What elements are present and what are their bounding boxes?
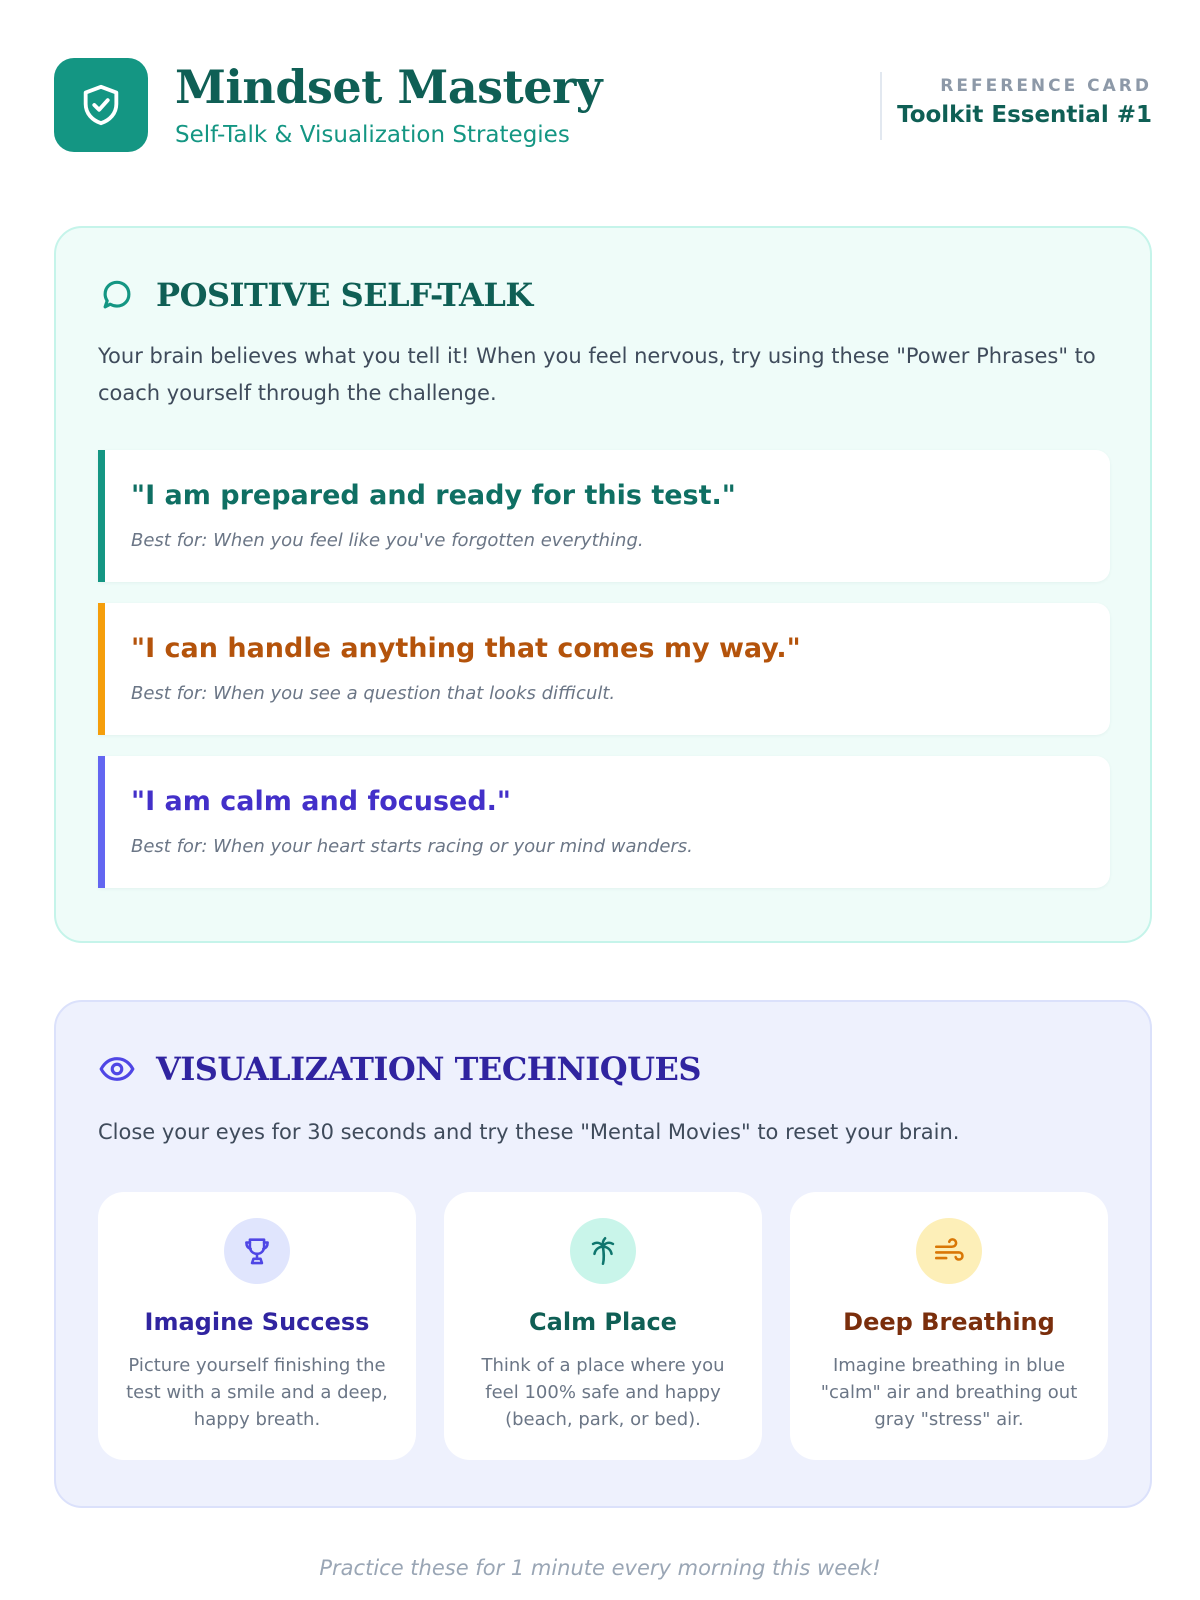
power-phrase-card [98,603,1110,735]
phrase-accent-bar [98,603,105,735]
power-phrase-card [98,756,1110,888]
visualization-heading [98,1050,701,1088]
technique-title: Imagine Success [144,1308,370,1336]
technique-description: Think of a place where you feel 100% safe and happy (beach, park, or bed). [481,1355,725,1430]
logo [54,58,148,152]
phrase-quote: "I can handle anything that comes my way." [131,633,801,664]
phrase-best-for: Best for: When you feel like you've forgotten everything. [131,530,644,551]
trophy-icon [224,1218,290,1284]
technique-description: Picture yourself finishing the test with a smile and a deep, happy breath. [126,1355,388,1430]
page-title: Mindset Mastery [175,60,603,114]
visualization-title: VISUALIZATION TECHNIQUES [156,1050,702,1088]
phrase-quote: "I am calm and focused." [131,786,512,817]
self-talk-panel [54,226,1152,943]
reference-value: Toolkit Essential #1 [897,102,1152,128]
phrase-quote: "I am prepared and ready for this test." [131,480,736,511]
technique-title: Deep Breathing [843,1308,1055,1336]
self-talk-intro: Your brain believes what you tell it! When you feel nervous, try using these "Power Phrases" to coach yourself through the challenge. [98,344,1096,405]
technique-card-calm-place [444,1192,762,1460]
palm-tree-icon [570,1218,636,1284]
shield-check-icon [78,82,124,128]
self-talk-heading [98,276,533,314]
phrase-best-for: Best for: When you see a question that looks difficult. [131,683,616,704]
eye-icon [98,1050,136,1088]
page-subtitle: Self-Talk & Visualization Strategies [175,122,570,148]
wind-icon [916,1218,982,1284]
visualization-panel [54,1000,1152,1508]
footer-note: Practice these for 1 minute every morning this week! [319,1556,881,1580]
visualization-intro: Close your eyes for 30 seconds and try these "Mental Movies" to reset your brain. [98,1120,960,1144]
header-divider [880,72,882,140]
phrase-accent-bar [98,450,105,582]
power-phrase-card [98,450,1110,582]
page-header [54,58,1152,152]
phrase-accent-bar [98,756,105,888]
technique-description: Imagine breathing in blue "calm" air and breathing out gray "stress" air. [820,1355,1078,1430]
phrase-best-for: Best for: When your heart starts racing or your mind wanders. [131,836,693,857]
chat-bubble-icon [98,276,136,314]
reference-label: REFERENCE CARD [940,76,1152,96]
technique-card-imagine-success [98,1192,416,1460]
technique-title: Calm Place [529,1308,677,1336]
technique-card-deep-breathing [790,1192,1108,1460]
self-talk-title: POSITIVE SELF-TALK [156,276,533,314]
